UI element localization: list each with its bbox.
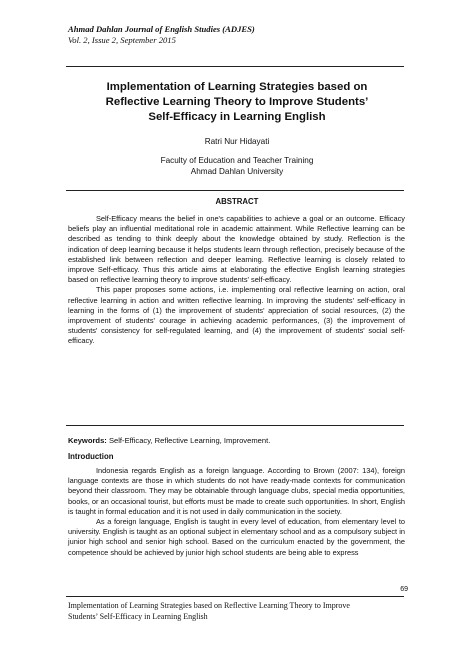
abstract-body <box>68 214 405 347</box>
title-line: Implementation of Learning Strategies based on <box>106 81 368 93</box>
footer-divider <box>66 596 404 597</box>
affiliation-line: Faculty of Education and Teacher Training <box>160 156 314 165</box>
introduction-paragraph: As a foreign language, English is taught in every level of education, from elementary level to university. English is taught as an optional subject in elementary school and as a compulsory subject in junior high school and senior high school. Based on the curriculum enacted by the government, the competence should be achieved by junior high school students are being able to express <box>68 517 405 557</box>
abstract-bottom-divider <box>66 425 404 426</box>
keywords <box>68 436 405 446</box>
page-number: 69 <box>400 586 408 593</box>
title-line: Reflective Learning Theory to Improve Students’ <box>105 96 369 108</box>
affiliation-line: Ahmad Dahlan University <box>190 166 284 176</box>
abstract-top-divider <box>66 190 404 191</box>
footer-line: Implementation of Learning Strategies based on Reflective Learning Theory to Improve <box>68 601 350 610</box>
running-header <box>68 24 408 46</box>
introduction-body <box>68 466 405 558</box>
abstract-paragraph: This paper proposes some actions, i.e. implementing oral reflective learning on action, oral reflective learning in action and written reflective learning. In improving the students' self-efficacy in learning in the forms of (1) the improvement of students' appreciation of social resources, (2) the improvement of students' courage in achieving academic performances, (3) the improvement of students' consistency for self-regulated learning, and (4) the improvement of students' social self-efficacy. <box>68 285 405 346</box>
keywords-text: Self-Efficacy, Reflective Learning, Improvement. <box>108 436 271 445</box>
running-footer <box>68 601 408 622</box>
title-line: Self-Efficacy in Learning English <box>148 111 326 123</box>
introduction-paragraph: Indonesia regards English as a foreign language. According to Brown (2007: 134), foreign language contexts are those in which students do not have ready-made contexts for communication beyond their classroom. They may be obtainable through language clubs, special media opportunities, books, or an occasional tourist, but efforts must be made to create such opportunities. In short, English is taught in formal education and it is not used in daily communication in the society. <box>68 466 405 516</box>
keywords-label: Keywords: <box>68 436 107 445</box>
footer-line: Students’ Self-Efficacy in Learning English <box>68 611 208 621</box>
journal-name: Ahmad Dahlan Journal of English Studies (ADJES) <box>68 24 255 34</box>
introduction-heading: Introduction <box>68 452 114 461</box>
abstract-heading: ABSTRACT <box>215 197 259 206</box>
article-title <box>66 80 408 125</box>
author-affiliation <box>66 156 408 177</box>
journal-issue: Vol. 2, Issue 2, September 2015 <box>68 35 176 45</box>
author-name: Ratri Nur Hidayati <box>204 137 270 146</box>
abstract-paragraph: Self-Efficacy means the belief in one's capabilities to achieve a goal or an outcome. Efficacy beliefs play an influential meditational role in academic attainment. While Reflective learning can be described as tending to think deeply about the knowledge obtained by study. Reflection is the indication of deep learning because it helps students learn through reflection, precisely because of the established link between reflection and deeper learning. Reflective learning is closely related to improve Self-efficacy. Thus this article aims at elaborating the effective English learning strategies based on reflective learning theory to improve students' self-efficacy. <box>68 214 405 285</box>
header-divider <box>66 66 404 67</box>
